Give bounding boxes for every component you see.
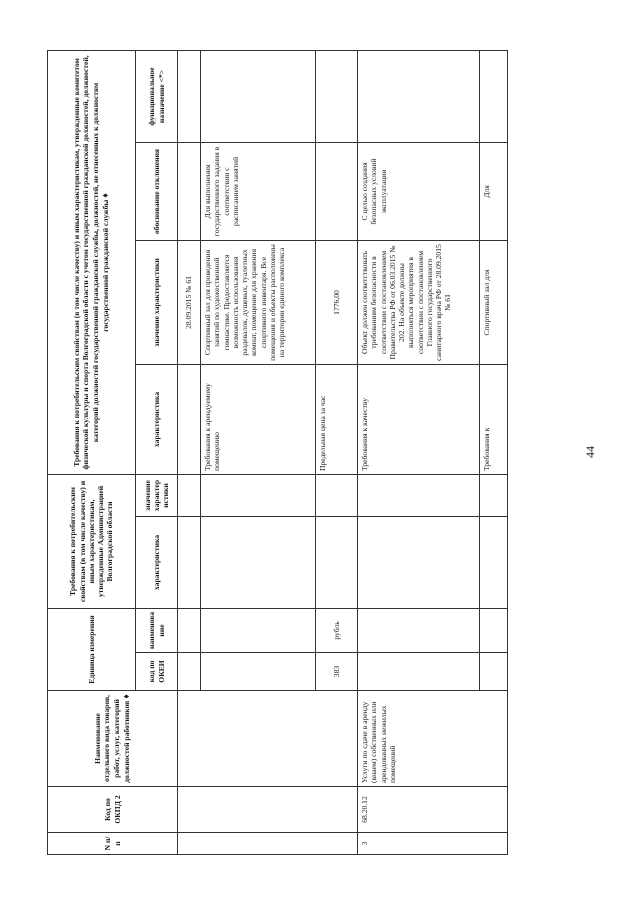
cell-characteristic: Требования к качеству — [358, 364, 480, 474]
header-req-admin: Требования к потребительским свойствам (в том числе качеству) и иным характеристикам, утвержденные Администрацией Волгоградской области — [48, 474, 136, 608]
cell-okpd: 68.20.12 — [358, 787, 508, 833]
table-row — [358, 50, 480, 854]
cell-value: 28.09.2015 № 61 — [178, 240, 201, 364]
cell-value: Спортивный зал для — [482, 269, 491, 336]
header-committee-reason: обоснование отклонения — [136, 142, 178, 240]
cell-characteristic: Требования к — [482, 427, 491, 471]
header-name: Наименование отдельного вида товаров, работ, услуг, категорий должностей работников ♦ — [48, 691, 178, 787]
requirements-table — [47, 50, 508, 855]
cell-name: Услуги по сдаче в аренду (внаем) собственных или арендованных нежилых помещений — [358, 691, 508, 787]
cell-unit-name: рубль — [316, 608, 358, 652]
header-admin-char: характеристика — [136, 516, 178, 608]
cell-value: Объект должен соответствовать требованиям безопасности в соответствии с постановлением Правительства РФ от 06.03.2015 № 202. На объекте должны выполняться мероприятия в соответствии с постановлением Главного государственного санитарного врача РФ от 28.09.2015 № 61 — [358, 240, 480, 364]
header-committee-char: характеристика — [136, 364, 178, 474]
cell-reason: Для выполнения государственного задания в соответствии с расписанием занятий — [201, 142, 316, 240]
cell-n: 3 — [358, 833, 508, 855]
table-row — [178, 50, 201, 854]
cell-reason: С целью создания безопасных условий эксплуатации — [358, 142, 480, 240]
page-number: 44 — [583, 446, 597, 458]
cell-characteristic: Предельная цена за час — [316, 364, 358, 474]
header-n: N п/п — [48, 833, 178, 855]
header-row — [48, 50, 136, 854]
cell-unit-code: 383 — [316, 653, 358, 691]
header-unit-code: код по ОКЕИ — [136, 653, 178, 691]
cell-value: Спортивный зал для проведения занятий по художественной гимнастике. Предоставляется возможность использования раздевалок, душевых, туалетных комнат, помещение для хранения спортивного инвентаря. Все помещения и объекты расположены на территории единого комплекса — [201, 240, 316, 364]
header-unit-name: наименование — [136, 608, 178, 652]
header-committee-purpose: функциональное назначение <*> — [136, 50, 178, 142]
header-req-committee: Требования к потребительским свойствам (в том числе качеству) и иным характеристикам, утвержденные комитетом физической культуры и спорта Волгоградской области с учетом государственной гражданской должностей, должностей, категорий должностей государственной гражданской службы, должностей, не отнесенных к должностям государственной гражданской службы ♦ — [48, 50, 136, 474]
cell-reason: Для — [482, 185, 491, 198]
header-okpd: Код по ОКПД 2 — [48, 787, 178, 833]
header-unit: Единица измерения — [48, 608, 136, 690]
header-committee-value: значение характеристики — [136, 240, 178, 364]
cell-characteristic: Требования к арендуемому помещению — [201, 364, 316, 474]
header-admin-value: значение характеристики — [136, 474, 178, 516]
cell-value: 1776,00 — [316, 240, 358, 364]
